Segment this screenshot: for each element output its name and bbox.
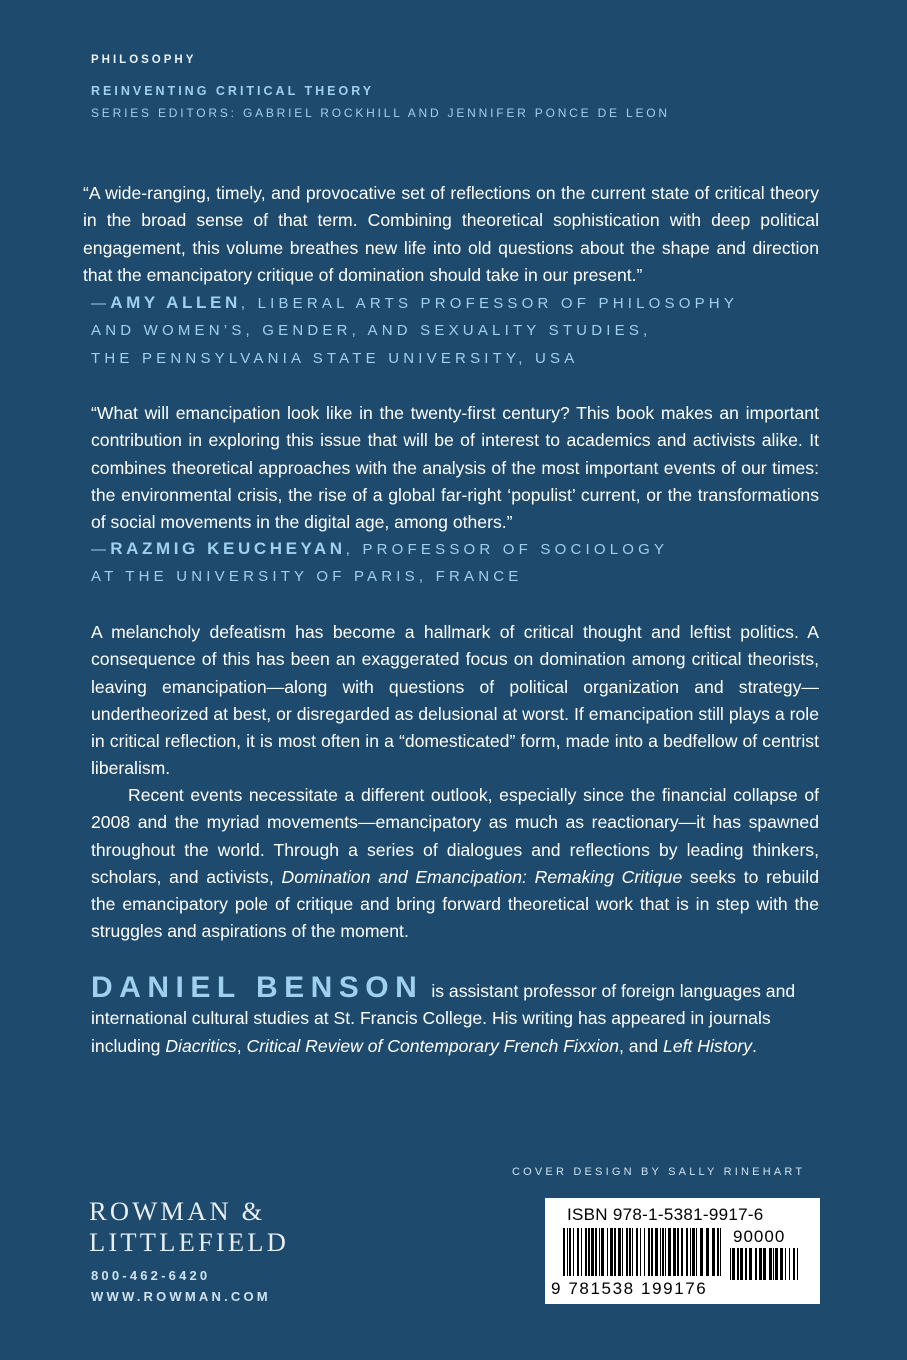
barcode-icon: [563, 1228, 723, 1280]
publisher-logo-line-1: ROWMAN &: [89, 1196, 266, 1226]
ean-digits: 9 781538 199176: [551, 1279, 708, 1298]
description-text: seeks to rebuild the emancipatory pole of critique and bring forward theoretical work that is in step with the struggles and aspirations of the moment.: [91, 866, 819, 942]
separator: ,: [236, 1035, 247, 1056]
description-paragraph-1: A melancholy defeatism has become a hallmark of critical thought and leftist politics. A consequence of this has been an exaggerated focus on domination among critical theorists, leaving emancipation—along with questions of political organization and strategy—undertheorized at best, or disregarded as delusional at worst. If emancipation still plays a role in critical reflection, it is most often in a “domesticated” form, made into a bedfellow of centrist liberalism.: [91, 622, 819, 779]
isbn-label: ISBN 978-1-5381-9917-6: [567, 1205, 764, 1224]
series-editors: SERIES EDITORS: GABRIEL ROCKHILL AND JENNIFER PONCE DE LEON: [91, 106, 670, 120]
publisher-phone: 800-462-6420: [91, 1268, 211, 1283]
attribution-dash: —: [91, 295, 111, 312]
endorser-name: RAZMIG KEUCHEYAN: [110, 539, 346, 558]
endorsement-attribution-2: [91, 535, 668, 591]
author-bio: [91, 971, 819, 1060]
attribution-dash: —: [91, 541, 111, 558]
author-name: DANIEL BENSON: [91, 971, 424, 1004]
endorsement-quote-2: “What will emancipation look like in the twenty-first century? This book makes an important contribution in exploring this issue that will be of interest to academics and activists alike. It combines theoretical approaches with the analysis of the most important events of our times: the environmental crisis, the rise of a global far-right ‘populist’ current, or the transformations of social movements in the digital age, among others.”: [91, 403, 819, 533]
description-paragraph-2: [91, 782, 819, 946]
description-text: Recent events necessitate a different outlook, especially since the financial collapse of 2008 and the myriad movements—emancipatory as much as reactionary—it has spawned throughout the world. Through a series of dialogues and reflections by leading thinkers, scholars, and activists,: [91, 785, 819, 887]
endorsement-quote-1: “A wide-ranging, timely, and provocative set of reflections on the current state of critical theory in the broad sense of that term. Combining theoretical sophistication with deep political engagement, this volume breathes new life into old questions about the shape and direction that the emancipatory critique of domination should take in our present.”: [83, 183, 819, 285]
price-barcode-icon: [730, 1248, 798, 1280]
endorser-affiliation: , PROFESSOR OF SOCIOLOGY: [345, 541, 669, 558]
cover-design-credit: COVER DESIGN BY SALLY RINEHART: [512, 1166, 806, 1178]
separator: , and: [619, 1035, 664, 1056]
endorser-affiliation: , LIBERAL ARTS PROFESSOR OF PHILOSOPHY: [240, 295, 739, 312]
endorser-name: AMY ALLEN: [110, 293, 241, 312]
endorsement-attribution-1: [91, 289, 738, 372]
separator: .: [752, 1035, 757, 1056]
book-title: Domination and Emancipation: Remaking Critique: [281, 866, 683, 887]
journal-name: Critical Review of Contemporary French Fixxion: [246, 1035, 620, 1056]
author-bio-text: is assistant professor of foreign languages and international cultural studies at St. Francis College. His writing has appeared in journals including: [91, 981, 796, 1056]
endorser-affiliation: AT THE UNIVERSITY OF PARIS, FRANCE: [91, 568, 523, 586]
journal-name: Diacritics: [165, 1035, 237, 1056]
publisher-logo-line-2: LITTLEFIELD: [89, 1227, 290, 1257]
price-code: 90000: [733, 1227, 786, 1246]
endorser-affiliation: AND WOMEN’S, GENDER, AND SEXUALITY STUDIES,: [91, 322, 652, 340]
category-label: PHILOSOPHY: [91, 54, 197, 66]
journal-name: Left History: [663, 1035, 753, 1056]
barcode-block: [545, 1198, 820, 1304]
publisher-website: WWW.ROWMAN.COM: [91, 1289, 271, 1304]
series-title: REINVENTING CRITICAL THEORY: [91, 84, 375, 98]
endorser-affiliation: THE PENNSYLVANIA STATE UNIVERSITY, USA: [91, 349, 579, 367]
